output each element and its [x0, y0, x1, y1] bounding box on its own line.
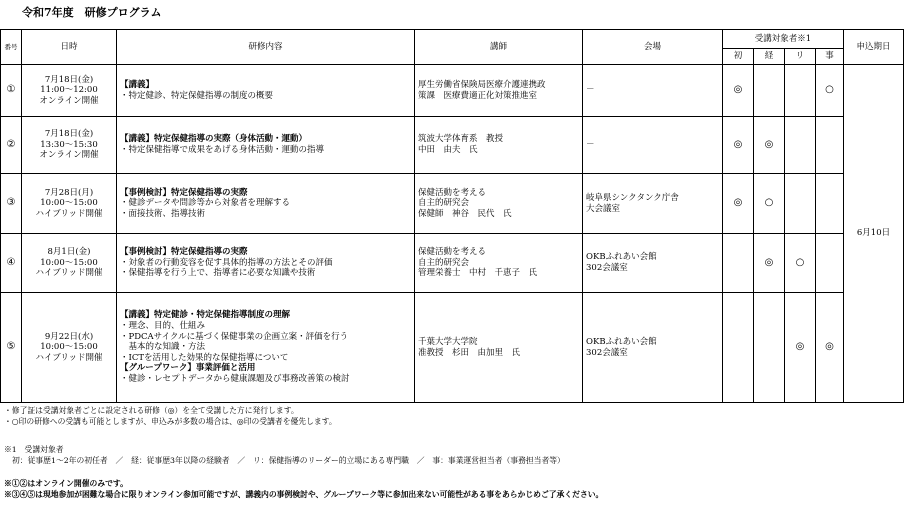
program-table [0, 29, 904, 403]
header-target: 受講対象者※1 [723, 30, 844, 49]
mark-admin [816, 174, 844, 234]
header-target-beginner: 初 [723, 49, 754, 65]
row-datetime: 9月22日(水) 10:00～15:00 ハイブリッド開催 [22, 293, 117, 403]
mark-leader [785, 65, 816, 117]
notes-targets [4, 444, 565, 467]
mark-leader [785, 117, 816, 174]
row-lecturer: 筑波大学体育系 教授 中田 由夫 氏 [415, 117, 583, 174]
row-datetime: 8月1日(金) 10:00～15:00 ハイブリッド開催 [22, 234, 117, 293]
mark-admin: ◎ [816, 293, 844, 403]
mark-leader [785, 174, 816, 234]
row-content: 【講義】 ・特定健診、特定保健指導の制度の概要 [117, 65, 415, 117]
row-lecturer: 保健活動を考える 自主的研究会 保健師 神谷 民代 氏 [415, 174, 583, 234]
row-content: 【事例検討】特定保健指導の実際 ・対象者の行動変容を促す具体的指導の方法とその評価 ・保健指導を行う上で、指導者に必要な知識や技術 [117, 234, 415, 293]
header-venue: 会場 [583, 30, 723, 65]
mark-beginner [723, 234, 754, 293]
row-venue: OKBふれあい会館 302会議室 [583, 293, 723, 403]
table-row [1, 293, 904, 403]
header-lecturer: 講師 [415, 30, 583, 65]
row-venue: － [583, 65, 723, 117]
row-venue: OKBふれあい会館 302会議室 [583, 234, 723, 293]
deadline-cell: 6月10日 [844, 65, 904, 403]
row-lecturer: 保健活動を考える 自主的研究会 管理栄養士 中村 千恵子 氏 [415, 234, 583, 293]
mark-experienced: ◎ [754, 234, 785, 293]
row-venue: － [583, 117, 723, 174]
page-title: 令和7年度 研修プログラム [22, 6, 162, 19]
table-row [1, 117, 904, 174]
mark-leader: ◎ [785, 293, 816, 403]
mark-experienced [754, 293, 785, 403]
row-number: ⑤ [1, 293, 22, 403]
row-number: ② [1, 117, 22, 174]
notes-top [4, 405, 337, 428]
note-hybrid: ※③④⑤は現地参加が困難な場合に限りオンライン参加可能ですが、講義内の事例検討や、グループワーク等に参加出来ない可能性がある事をあらかじめご了承ください。 [4, 490, 604, 500]
row-number: ③ [1, 174, 22, 234]
header-target-admin: 事 [816, 49, 844, 65]
mark-leader: ○ [785, 234, 816, 293]
header-target-experienced: 経 [754, 49, 785, 65]
header-target-leader: リ [785, 49, 816, 65]
table-row [1, 174, 904, 234]
mark-beginner: ◎ [723, 117, 754, 174]
targets-detail: 初：従事歴1～2年の初任者 ／ 経：従事歴3年以降の経験者 ／ リ：保健指導のリーダー的立場にある専門職 ／ 事：事業運営担当者（事務担当者等） [12, 456, 565, 466]
table-row [1, 234, 904, 293]
note-priority: ・○印の研修への受講も可能としますが、申込みが多数の場合は、◎印の受講者を優先します。 [4, 417, 337, 427]
mark-experienced: ◎ [754, 117, 785, 174]
row-content: 【講義】特定保健指導の実際（身体活動・運動） ・特定保健指導で成果をあげる身体活動・運動の指導 [117, 117, 415, 174]
row-venue: 岐阜県シンクタンク庁舎 大会議室 [583, 174, 723, 234]
mark-admin [816, 234, 844, 293]
row-number: ④ [1, 234, 22, 293]
header-no: 番号 [1, 30, 22, 65]
header-deadline: 申込期日 [844, 30, 904, 65]
row-lecturer: 千葉大学大学院 准教授 杉田 由加里 氏 [415, 293, 583, 403]
mark-beginner: ◎ [723, 174, 754, 234]
note-certificate: ・修了証は受講対象者ごとに設定される研修（◎）を全て受講した方に発行します。 [4, 406, 299, 415]
row-content: 【事例検討】特定保健指導の実際 ・健診データや問診等から対象者を理解する ・面接技術、指導技術 [117, 174, 415, 234]
targets-title: ※1 受講対象者 [4, 445, 64, 454]
row-datetime: 7月28日(月) 10:00～15:00 ハイブリッド開催 [22, 174, 117, 234]
header-row [1, 30, 904, 49]
row-content: 【講義】特定健診・特定保健指導制度の理解 ・理念、目的、仕組み ・PDCAサイクルに基づく保健事業の企画立案・評価を行う 基本的な知識・方法 ・ICTを活用した効果的な保健指導について 【グループワーク】事業評価と活用 ・健診・レセプトデータから健康課題及び事務改善策の検討 [117, 293, 415, 403]
mark-experienced: ○ [754, 174, 785, 234]
mark-experienced [754, 65, 785, 117]
row-lecturer: 厚生労働省保険局医療介護連携政 策課 医療費適正化対策推進室 [415, 65, 583, 117]
header-content: 研修内容 [117, 30, 415, 65]
row-number: ① [1, 65, 22, 117]
row-datetime: 7月18日(金) 13:30～15:30 オンライン開催 [22, 117, 117, 174]
note-online-only: ※①②はオンライン開催のみです。 [4, 479, 128, 488]
table-row [1, 65, 904, 117]
mark-beginner [723, 293, 754, 403]
row-datetime: 7月18日(金) 11:00～12:00 オンライン開催 [22, 65, 117, 117]
mark-beginner: ◎ [723, 65, 754, 117]
mark-admin [816, 117, 844, 174]
notes-bottom [4, 478, 603, 501]
header-datetime: 日時 [22, 30, 117, 65]
mark-admin: ○ [816, 65, 844, 117]
